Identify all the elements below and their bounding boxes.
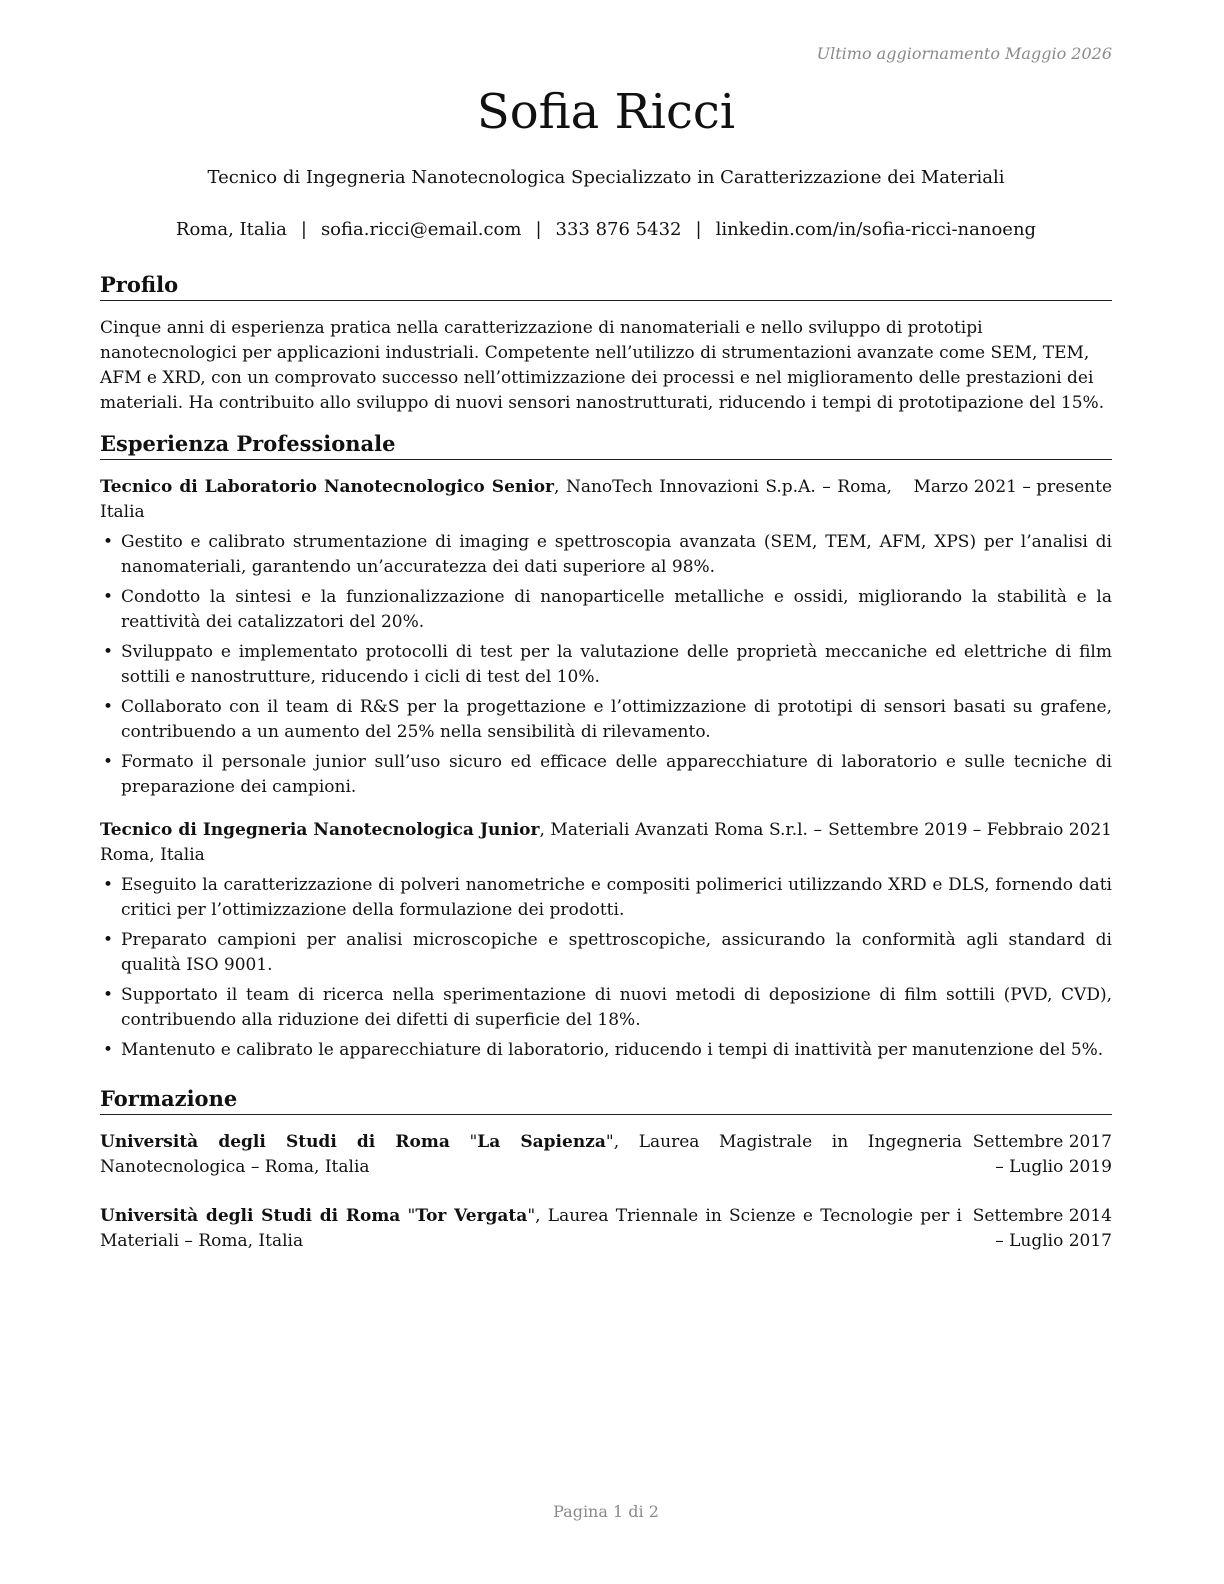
job-title: Tecnico di Ingegneria Nanotecnologica Junior [100, 820, 540, 840]
list-item: • Sviluppato e implementato protocolli di test per la valutazione delle proprietà meccaniche ed elettriche di film sottili e nanostrutture, riducendo i cicli di test del 10%. [100, 640, 1112, 690]
page-number: Pagina 1 di 2 [553, 1502, 659, 1521]
degree-title: , Laurea Triennale in Scienze e Tecnologie per i Materiali – Roma, Italia [100, 1206, 962, 1251]
education-entry: Università degli Studi di Roma "Tor Vergata", Laurea Triennale in Scienze e Tecnologie per i Materiali – Roma, Italia Settembre 2014 – Luglio 2017 [100, 1204, 1112, 1254]
list-item: • Eseguito la caratterizzazione di polveri nanometriche e compositi polimerici utilizzando XRD e DLS, fornendo dati critici per l’ottimizzazione della formulazione dei prodotti. [100, 873, 1112, 923]
job-title: Tecnico di Laboratorio Nanotecnologico Senior [100, 477, 555, 497]
job-bullets [100, 873, 1112, 1063]
resume-page [100, 0, 1112, 1584]
education-entry: Università degli Studi di Roma "La Sapienza", Laurea Magistrale in Ingegneria Nanotecnologica – Roma, Italia Settembre 2017 – Luglio 2019 [100, 1130, 1112, 1180]
professional-tagline: Tecnico di Ingegneria Nanotecnologica Specializzato in Caratterizzazione dei Materiali [207, 167, 1005, 188]
list-item: • Gestito e calibrato strumentazione di imaging e spettroscopia avanzata (SEM, TEM, AFM, XPS) per l’analisi di nanomateriali, garantendo un’accuratezza dei dati superiore al 98%. [100, 530, 1112, 580]
school-name: Università degli Studi di Roma [100, 1132, 450, 1152]
education-section [100, 1086, 1112, 1254]
contact-line [100, 219, 1112, 240]
section-heading-experience: Esperienza Professionale [100, 431, 1112, 460]
job-dates: Marzo 2021 – presente [913, 477, 1112, 497]
job-company: , NanoTech Innovazioni S.p.A. – Roma, Italia [100, 477, 893, 522]
profile-summary: Cinque anni di esperienza pratica nella caratterizzazione di nanomateriali e nello sviluppo di prototipi nanotecnologici per applicazioni industriali. Competente nell’utilizzo di strumentazioni avanzate come SEM, TEM, AFM e XRD, con un comprovato successo nell’ottimizzazione dei processi e nel miglioramento delle prestazioni dei materiali. Ha contribuito allo sviluppo di nuovi sensori nanostrutturati, riducendo i tempi di prototipazione del 15%. [100, 318, 1105, 413]
school-name-quoted: La Sapienza [477, 1132, 606, 1152]
contact-location: Roma, Italia [175, 219, 287, 240]
list-item: • Collaborato con il team di R&S per la progettazione e l’ottimizzazione di prototipi di sensori basati su grafene, contribuendo a un aumento del 25% nella sensibilità di rilevamento. [100, 695, 1112, 745]
list-item: • Condotto la sintesi e la funzionalizzazione di nanoparticelle metalliche e ossidi, migliorando la stabilità e la reattività dei catalizzatori del 20%. [100, 585, 1112, 635]
contact-phone[interactable]: 333 876 5432 [555, 219, 682, 240]
profile-section [100, 272, 1112, 416]
candidate-name: Sofia Ricci [476, 84, 736, 140]
section-heading-education: Formazione [100, 1086, 1112, 1115]
job-dates: Settembre 2019 – Febbraio 2021 [828, 820, 1112, 840]
job-entry [100, 818, 1112, 1063]
experience-section [100, 431, 1112, 1068]
job-company: , Materiali Avanzati Roma S.r.l. – Roma, Italia [100, 820, 822, 865]
education-dates: Settembre 2017 – Luglio 2019 [972, 1132, 1112, 1177]
section-heading-profile: Profilo [100, 272, 1112, 301]
list-item: • Formato il personale junior sull’uso sicuro ed efficace delle apparecchiature di laboratorio e sulle tecniche di preparazione dei campioni. [100, 750, 1112, 800]
list-item: • Supportato il team di ricerca nella sperimentazione di nuovi metodi di deposizione di film sottili (PVD, CVD), contribuendo alla riduzione dei difetti di superficie del 18%. [100, 983, 1112, 1033]
education-dates: Settembre 2014 – Luglio 2017 [972, 1206, 1112, 1251]
contact-separator: | [300, 219, 307, 240]
job-bullets [100, 530, 1112, 800]
contact-separator: | [535, 219, 542, 240]
school-name-quoted: Tor Vergata [415, 1206, 528, 1226]
list-item: • Preparato campioni per analisi microscopiche e spettroscopiche, assicurando la conformità agli standard di qualità ISO 9001. [100, 928, 1112, 978]
job-entry [100, 475, 1112, 800]
degree-title: , Laurea Magistrale in Ingegneria Nanotecnologica – Roma, Italia [100, 1132, 962, 1177]
contact-linkedin[interactable]: linkedin.com/in/sofia-ricci-nanoeng [715, 219, 1037, 240]
job-header [100, 818, 1112, 868]
list-item: • Mantenuto e calibrato le apparecchiature di laboratorio, riducendo i tempi di inattività per manutenzione del 5%. [100, 1038, 1112, 1063]
last-updated-note: Ultimo aggiornamento Maggio 2026 [816, 44, 1112, 63]
contact-separator: | [695, 219, 702, 240]
contact-email[interactable]: sofia.ricci@email.com [320, 219, 522, 240]
school-name: Università degli Studi di Roma [100, 1206, 401, 1226]
job-header [100, 475, 1112, 525]
